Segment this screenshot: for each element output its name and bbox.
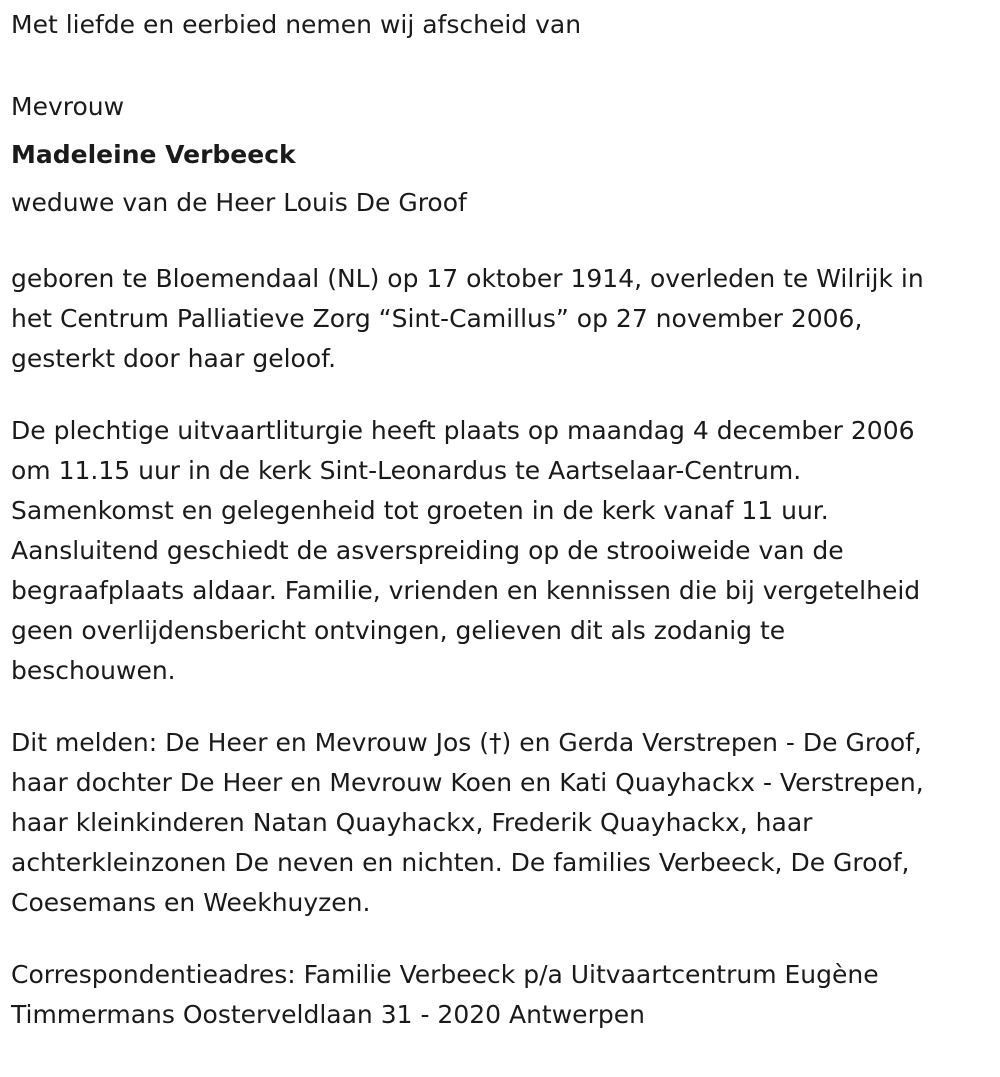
paragraph-line: De plechtige uitvaartliturgie heeft plaats op maandag 4 december 2006 [11, 416, 915, 445]
birth-death-paragraph [11, 259, 996, 379]
paragraph-line: gesterkt door haar geloof. [11, 344, 337, 373]
paragraph-line: Aansluitend geschiedt de asverspreiding op de strooiweide van de [11, 536, 844, 565]
paragraph-line: geboren te Bloemendaal (NL) op 17 oktober 1914, overleden te Wilrijk in [11, 264, 924, 293]
paragraph-line: haar kleinkinderen Natan Quayhackx, Frederik Quayhackx, haar [11, 808, 813, 837]
paragraph-line: het Centrum Palliatieve Zorg “Sint-Camillus” op 27 november 2006, [11, 304, 863, 333]
paragraph-line: Timmermans Oosterveldlaan 31 - 2020 Antwerpen [11, 1000, 645, 1029]
paragraph-line: achterkleinzonen De neven en nichten. De families Verbeeck, De Groof, [11, 848, 910, 877]
honorific-title: Mevrouw [11, 92, 125, 121]
deceased-name: Madeleine Verbeeck [11, 140, 296, 169]
deceased-block [11, 83, 996, 227]
paragraph-line: beschouwen. [11, 656, 176, 685]
paragraph-line: haar dochter De Heer en Mevrouw Koen en Kati Quayhackx - Verstrepen, [11, 768, 924, 797]
funeral-paragraph [11, 411, 996, 691]
paragraph-line: Dit melden: De Heer en Mevrouw Jos (†) en Gerda Verstrepen - De Groof, [11, 728, 922, 757]
family-paragraph [11, 723, 996, 923]
obituary-notice [11, 0, 996, 1035]
paragraph-line: Coesemans en Weekhuyzen. [11, 888, 371, 917]
correspondence-address [11, 955, 996, 1035]
intro-text: Met liefde en eerbied nemen wij afscheid van [11, 10, 582, 39]
paragraph-line: Correspondentieadres: Familie Verbeeck p/a Uitvaartcentrum Eugène [11, 960, 879, 989]
paragraph-line: begraafplaats aldaar. Familie, vrienden en kennissen die bij vergetelheid [11, 576, 921, 605]
paragraph-line: om 11.15 uur in de kerk Sint-Leonardus te Aartselaar-Centrum. [11, 456, 802, 485]
widow-of-text: weduwe van de Heer Louis De Groof [11, 188, 467, 217]
paragraph-line: Samenkomst en gelegenheid tot groeten in de kerk vanaf 11 uur. [11, 496, 829, 525]
paragraph-line: geen overlijdensbericht ontvingen, gelieven dit als zodanig te [11, 616, 786, 645]
